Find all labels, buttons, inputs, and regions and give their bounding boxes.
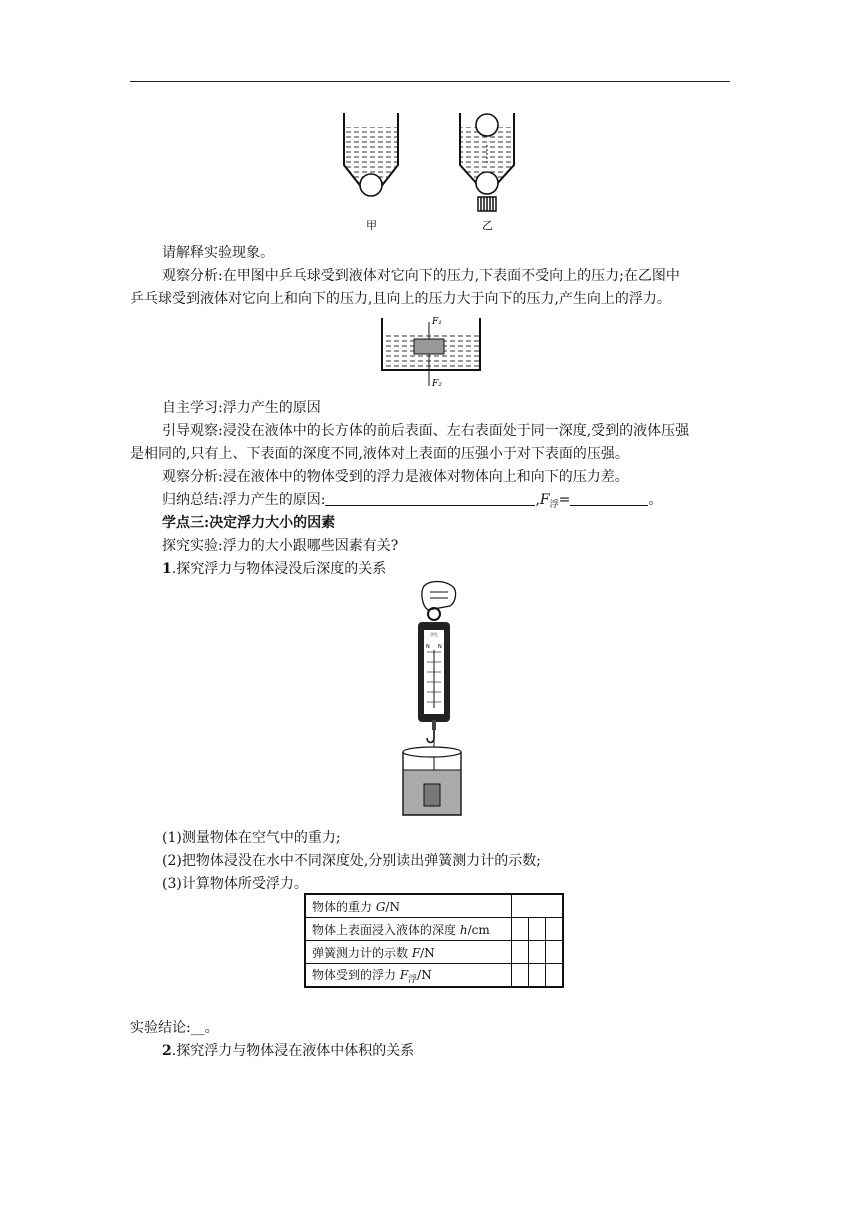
answer-blank-formula[interactable]: [570, 491, 648, 506]
row-reading: 弹簧测力计的示数 F/N: [305, 941, 512, 964]
s2-line1: 自主学习:浮力产生的原因: [162, 400, 321, 416]
item1-text: .探究浮力与物体浸没后深度的关系: [171, 561, 387, 577]
step-3: (3)计算物体所受浮力。: [162, 876, 308, 892]
item1-num: 1: [162, 561, 172, 577]
header-rule: [130, 81, 730, 82]
para-1: 请解释实验现象。: [162, 245, 274, 261]
meter-unit-left: N: [426, 644, 430, 650]
label-jia: 甲: [366, 219, 377, 232]
s2-line2b: 是相同的,只有上、下表面的深度不同,液体对上表面的压强小于对下表面的压强。: [130, 446, 629, 462]
step-2: (2)把物体浸没在水中不同深度处,分别读出弹簧测力计的示数;: [162, 853, 541, 869]
meter-brand: 学生: [430, 632, 438, 637]
item2-title: [162, 1041, 414, 1061]
answer-blank-cause[interactable]: [325, 491, 535, 506]
item2-text: .探究浮力与物体浸在液体中体积的关系: [171, 1043, 415, 1059]
funnel-jia: [344, 113, 398, 196]
s2-line4-end: 。: [648, 492, 663, 508]
section3-heading: 学点三:决定浮力大小的因素: [162, 515, 336, 531]
f-symbol: F: [539, 492, 550, 508]
section3-intro: 探究实验:浮力的大小跟哪些因素有关?: [162, 538, 399, 554]
s2-line3: 观察分析:浸在液体中的物体受到的浮力是液体对物体向上和向下的压力差。: [162, 469, 629, 485]
cell-buoyancy-3[interactable]: [545, 964, 563, 988]
funnel-experiment-figure: [330, 105, 530, 235]
row-buoyancy: 物体受到的浮力 $F_浮/N$: [305, 964, 512, 988]
table-row: [305, 918, 563, 941]
f2-label: F₂: [432, 379, 442, 389]
para-2b: 乒乓球受到液体对它向上和向下的压力,且向上的压力大于向下的压力,产生向上的浮力。: [130, 291, 671, 307]
para-2a: 观察分析:在甲图中乒乓球受到液体对它向下的压力,下表面不受向上的压力;在乙图中: [162, 268, 680, 284]
f-sub: 浮: [549, 500, 559, 510]
table-row: [305, 941, 563, 964]
cell-depth-1[interactable]: [512, 918, 529, 941]
item2-num: 2: [162, 1043, 172, 1059]
meter-unit-right: N: [438, 644, 442, 650]
item1-title: [162, 559, 386, 579]
cell-reading-2[interactable]: [528, 941, 545, 964]
label-yi: 乙: [482, 219, 493, 232]
cell-reading-1[interactable]: [512, 941, 529, 964]
row-gravity: 物体的重力 G/N: [305, 894, 512, 918]
table-row: [305, 894, 563, 918]
row-depth: 物体上表面浸入液体的深度 h/cm: [305, 918, 512, 941]
cell-depth-2[interactable]: [528, 918, 545, 941]
cell-buoyancy-2[interactable]: [528, 964, 545, 988]
funnel-yi: [460, 113, 514, 211]
s2-line2a: 引导观察:浸没在液体中的长方体的前后表面、左右表面处于同一深度,受到的液体压强: [162, 423, 690, 439]
s2-line4-prefix: 归纳总结:浮力产生的原因:: [162, 492, 326, 508]
s2-line4-mid: ,: [535, 492, 540, 508]
cell-gravity-value[interactable]: [512, 894, 564, 918]
conclusion: 实验结论:__。: [130, 1020, 219, 1036]
s2-line4: [162, 490, 662, 515]
cell-depth-3[interactable]: [545, 918, 563, 941]
eq-sign: =: [558, 492, 571, 508]
step-1: (1)测量物体在空气中的重力;: [162, 830, 341, 846]
table-row: [305, 964, 563, 988]
record-table: [304, 893, 564, 988]
cell-buoyancy-1[interactable]: [512, 964, 529, 988]
spring-scale-figure: [396, 580, 476, 820]
cuboid-pressure-figure: [378, 314, 484, 390]
f1-label: F₁: [432, 317, 442, 327]
cell-reading-3[interactable]: [545, 941, 563, 964]
